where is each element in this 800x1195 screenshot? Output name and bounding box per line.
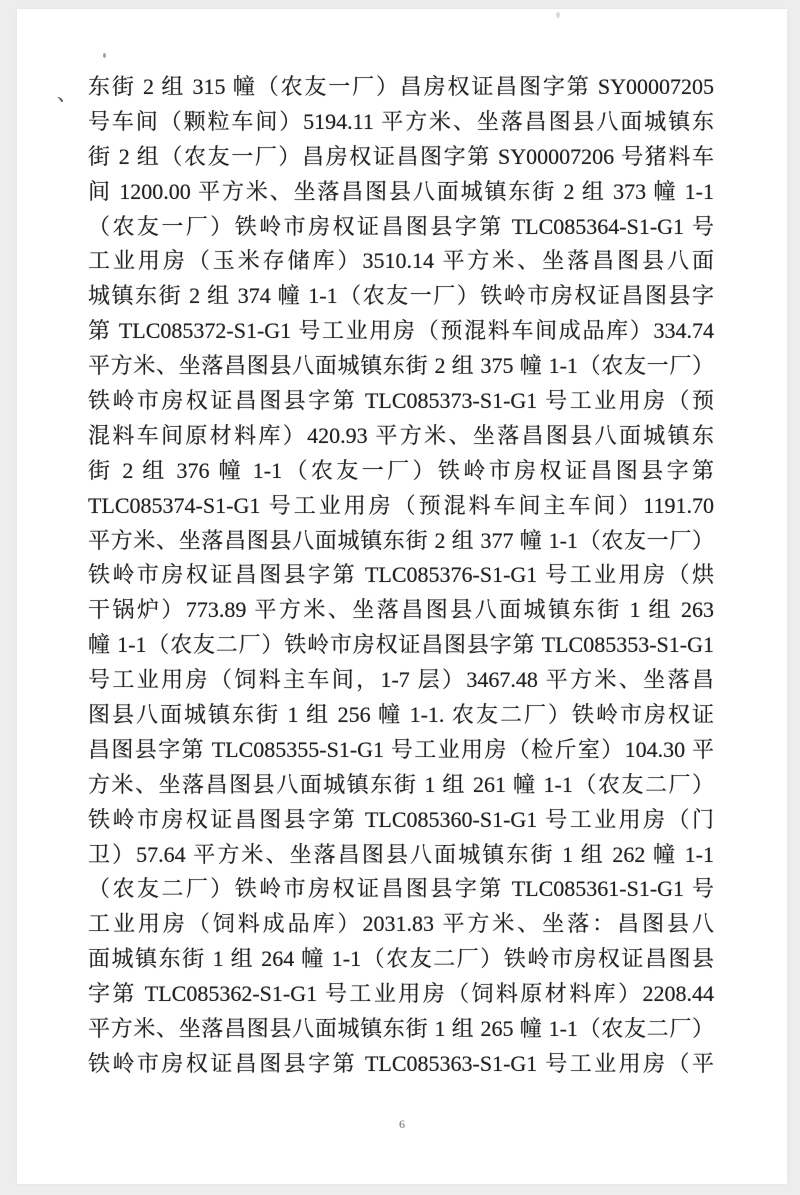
document-page <box>17 9 787 1184</box>
document-text <box>88 70 714 1082</box>
text-line: 工业用房（玉米存储库）3510.14 平方米、坐落昌图县八面 <box>88 248 714 274</box>
text-line: 混料车间原材料库）420.93 平方米、坐落昌图县八面城镇东 <box>88 422 714 448</box>
text-line: 幢 1-1（农友二厂）铁岭市房权证昌图县字第 TLC085353-S1-G1 <box>88 632 714 658</box>
scan-speck <box>556 12 560 18</box>
text-line: 铁岭市房权证昌图县字第 TLC085376-S1-G1 号工业用房（烘 <box>88 562 714 588</box>
text-line: 字第 TLC085362-S1-G1 号工业用房（饲料原材料库）2208.44 <box>88 981 714 1007</box>
margin-mark: 、 <box>57 83 77 105</box>
text-line: 面城镇东街 1 组 264 幢 1-1（农友二厂）铁岭市房权证昌图县 <box>88 946 714 972</box>
text-line: 昌图县字第 TLC085355-S1-G1 号工业用房（检斤室）104.30 平 <box>88 736 714 762</box>
text-line: 干锅炉）773.89 平方米、坐落昌图县八面城镇东街 1 组 263 <box>88 597 714 623</box>
text-line: 平方米、坐落昌图县八面城镇东街 2 组 375 幢 1-1（农友一厂） <box>88 353 714 379</box>
scan-speck <box>103 53 106 58</box>
text-line: 方米、坐落昌图县八面城镇东街 1 组 261 幢 1-1（农友二厂） <box>88 771 714 797</box>
text-line: 街 2 组（农友一厂）昌房权证昌图字第 SY00007206 号猪料车 <box>88 143 714 169</box>
text-line: 工业用房（饲料成品库）2031.83 平方米、坐落：昌图县八 <box>88 911 714 937</box>
text-line: （农友二厂）铁岭市房权证昌图县字第 TLC085361-S1-G1 号 <box>88 876 714 902</box>
text-line: （农友一厂）铁岭市房权证昌图县字第 TLC085364-S1-G1 号 <box>88 213 714 239</box>
text-line: 街 2 组 376 幢 1-1（农友一厂）铁岭市房权证昌图县字第 <box>88 457 714 483</box>
text-line: 铁岭市房权证昌图县字第 TLC085373-S1-G1 号工业用房（预 <box>88 388 714 414</box>
text-line: 平方米、坐落昌图县八面城镇东街 2 组 377 幢 1-1（农友一厂） <box>88 527 714 553</box>
text-line: 第 TLC085372-S1-G1 号工业用房（预混料车间成品库）334.74 <box>88 318 714 344</box>
text-line: 铁岭市房权证昌图县字第 TLC085360-S1-G1 号工业用房（门 <box>88 806 714 832</box>
text-line: TLC085374-S1-G1 号工业用房（预混料车间主车间）1191.70 <box>88 492 714 518</box>
text-line: 号车间（颗粒车间）5194.11 平方米、坐落昌图县八面城镇东 <box>88 108 714 134</box>
text-line: 平方米、坐落昌图县八面城镇东街 1 组 265 幢 1-1（农友二厂） <box>88 1016 714 1042</box>
text-line: 号工业用房（饲料主车间，1-7 层）3467.48 平方米、坐落昌 <box>88 667 714 693</box>
text-line: 卫）57.64 平方米、坐落昌图县八面城镇东街 1 组 262 幢 1-1 <box>88 841 714 867</box>
page-number: 6 <box>399 1117 405 1131</box>
text-line: 间 1200.00 平方米、坐落昌图县八面城镇东街 2 组 373 幢 1-1 <box>88 178 714 204</box>
text-line: 城镇东街 2 组 374 幢 1-1（农友一厂）铁岭市房权证昌图县字 <box>88 283 714 309</box>
text-line: 图县八面城镇东街 1 组 256 幢 1-1. 农友二厂）铁岭市房权证 <box>88 702 714 728</box>
text-line: 铁岭市房权证昌图县字第 TLC085363-S1-G1 号工业用房（平 <box>88 1050 714 1076</box>
text-line: 东街 2 组 315 幢（农友一厂）昌房权证昌图字第 SY00007205 <box>88 74 714 99</box>
